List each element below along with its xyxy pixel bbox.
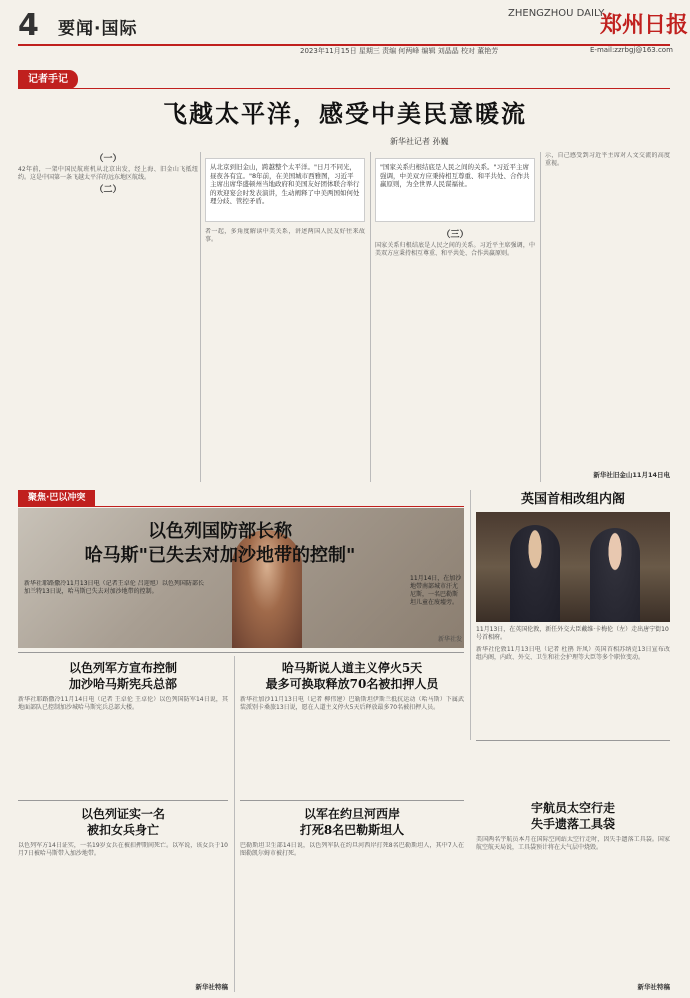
gaza-headline-line2: 哈马斯"已失去对加沙地带的控制" [84,545,356,566]
section-rule [240,800,464,801]
paragraph: 者一起，多角度解读中美关系，讲述两国人民友好往来故事。 [205,228,365,244]
gaza-photo-caption: 11月14日，在加沙地带南部城市汗尤尼斯，一名巴勒斯坦儿童在废墟旁。 [410,575,462,606]
main-headline[interactable]: 飞越太平洋，感受中美民意暖流 [163,99,527,128]
section-heading: （二） [94,184,122,195]
dateline: 2023年11月15日 星期三 责编 何两峰 编辑 刘晶晶 校对 董艳芳 [300,47,499,55]
headline-line: 以色列证实一名 [80,807,165,821]
section-rule [18,652,464,653]
lower-left-body-1: 新华社耶路撒冷11月14日电（记者 王卓伦 王卓伦）以色列国防军14日说，其地面部队已控制加沙城哈马斯宪兵总部大楼。 [18,696,228,712]
headline-line: 以色列军方宣布控制 [68,661,177,675]
lower-mid-headline-2[interactable] [240,806,464,838]
section-rule [18,800,228,801]
lower-left-body-2: 以色列军方14日证实，一名19岁女兵在被扣押期间死亡。以军说，该女兵于10月7日被哈马斯带入加沙地带。 [18,842,228,858]
gaza-headline[interactable] [60,520,380,568]
credit: 新华社特稿 [637,983,670,991]
masthead-en: ZHENGZHOU DAILY [508,8,605,19]
headline-line: 以军在约旦河西岸 [303,807,400,821]
page-number: 4 [18,8,39,43]
article-column-3 [375,228,535,482]
paragraph: 42年前，一架中国民航班机从北京出发，经上海、旧金山飞抵纽约。这是中国第一条飞越太平洋的远东地区航线。 [18,166,198,182]
gaza-photo-credit: 新华社发 [437,636,462,643]
pull-quote-2: "国家关系归根结底是人民之间的关系。"习近平主席强调，中美双方应秉持相互尊重、和平共处、合作共赢原则，为全世界人民谋福祉。 [375,158,535,222]
credit: 新华社特稿 [195,983,228,991]
lower-mid-body-2: 巴勒斯坦卫生部14日说，以色列军队在约旦河西岸打死8名巴勒斯坦人，其中7人在图勒凯尔姆市被打死。 [240,842,464,858]
tag-rule [18,88,670,89]
focus-tag-rule [18,506,464,507]
email: E-mail:zzrbgj@163.com [590,46,673,54]
article-column-4 [545,152,670,467]
headline-line: 最多可换取释放70名被扣押人员 [265,677,439,691]
lower-mid-headline-1[interactable] [240,660,464,692]
section-rule [476,740,670,741]
lower-left-headline-1[interactable] [18,660,228,692]
paragraph: 国家关系归根结底是人民之间的关系。习近平主席强调，中美双方应秉持相互尊重、和平共处、合作共赢原则。 [375,242,535,258]
article-column-1 [18,152,198,482]
gaza-headline-line1: 以色列国防部长称 [148,521,292,542]
focus-tag: 聚焦·巴以冲突 [18,490,95,506]
lower-mid-body-1: 新华社加沙11月13日电（记者 柳伟建）巴勒斯坦伊斯兰抵抗运动（哈马斯）下属武装派别卡桑旅13日说，愿在人道主义停火5天后释放最多70名被扣押人员。 [240,696,464,712]
uk-body: 新华社伦敦11月13日电（记者 杜鹃 许凤）英国首相苏纳克13日宣布改组内阁，内政、外交、卫生和社会护理等大臣等多个职位变动。 [476,646,670,662]
uk-photo [476,512,670,622]
person-figure [510,525,560,622]
paragraph: 示，自己感受到习近平主席对人文交流的高度重视。 [545,152,670,168]
section-heading: （一） [94,154,122,164]
page-section-title: 要闻·国际 [58,19,138,39]
headline-line: 被扣女兵身亡 [86,823,159,837]
column-divider [540,152,541,482]
column-divider [200,152,201,482]
headline-line: 打死8名巴勒斯坦人 [299,823,405,837]
headline-line: 宇航员太空行走 [530,801,615,815]
person-figure [590,528,640,622]
pull-quote-1: 从北京到旧金山，跨越整个太平洋。"日月不同光，昼夜各有宜。"8年前，在美国城市西雅图，习近平主席出席华盛顿州当地政府和美国友好团体联合举行的欢迎宴会时发表演讲，生动阐释了中美两国如何处理分歧、管控矛盾。 [205,158,365,222]
section-heading: （三） [441,230,469,240]
column-divider [470,490,471,740]
byline: 新华社记者 孙巍 [390,137,449,146]
lower-right-headline[interactable] [476,800,670,832]
headline-line: 加沙哈马斯宪兵总部 [68,677,177,691]
lower-left-headline-2[interactable] [18,806,228,838]
column-tag: 记者手记 [18,70,78,89]
uk-photo-caption: 11月13日，在英国伦敦，新任外交大臣戴维·卡梅伦（左）走出唐宁街10号首相府。 [476,626,669,641]
headline-line: 哈马斯说人道主义停火5天 [281,661,423,675]
column-divider [370,152,371,482]
dispatch-credit: 新华社旧金山11月14日电 [593,471,670,479]
column-divider [234,656,235,992]
article-column-2 [205,228,365,482]
newspaper-logo: 郑州日报 [600,12,689,38]
lower-right-body: 美国两名宇航员本月在国际空间站太空行走时，因失手遗落工具袋。国家航空航天局说，工具袋预计将在大气层中烧毁。 [476,836,670,852]
uk-headline[interactable]: 英国首相改组内阁 [520,492,625,507]
headline-line: 失手遗落工具袋 [530,817,615,831]
gaza-lead: 新华社耶路撒冷11月13日电（记者王卓伦 吕迎旭）以色列国防部长加兰特13日说，哈马斯已失去对加沙地带的控制。 [24,580,204,596]
